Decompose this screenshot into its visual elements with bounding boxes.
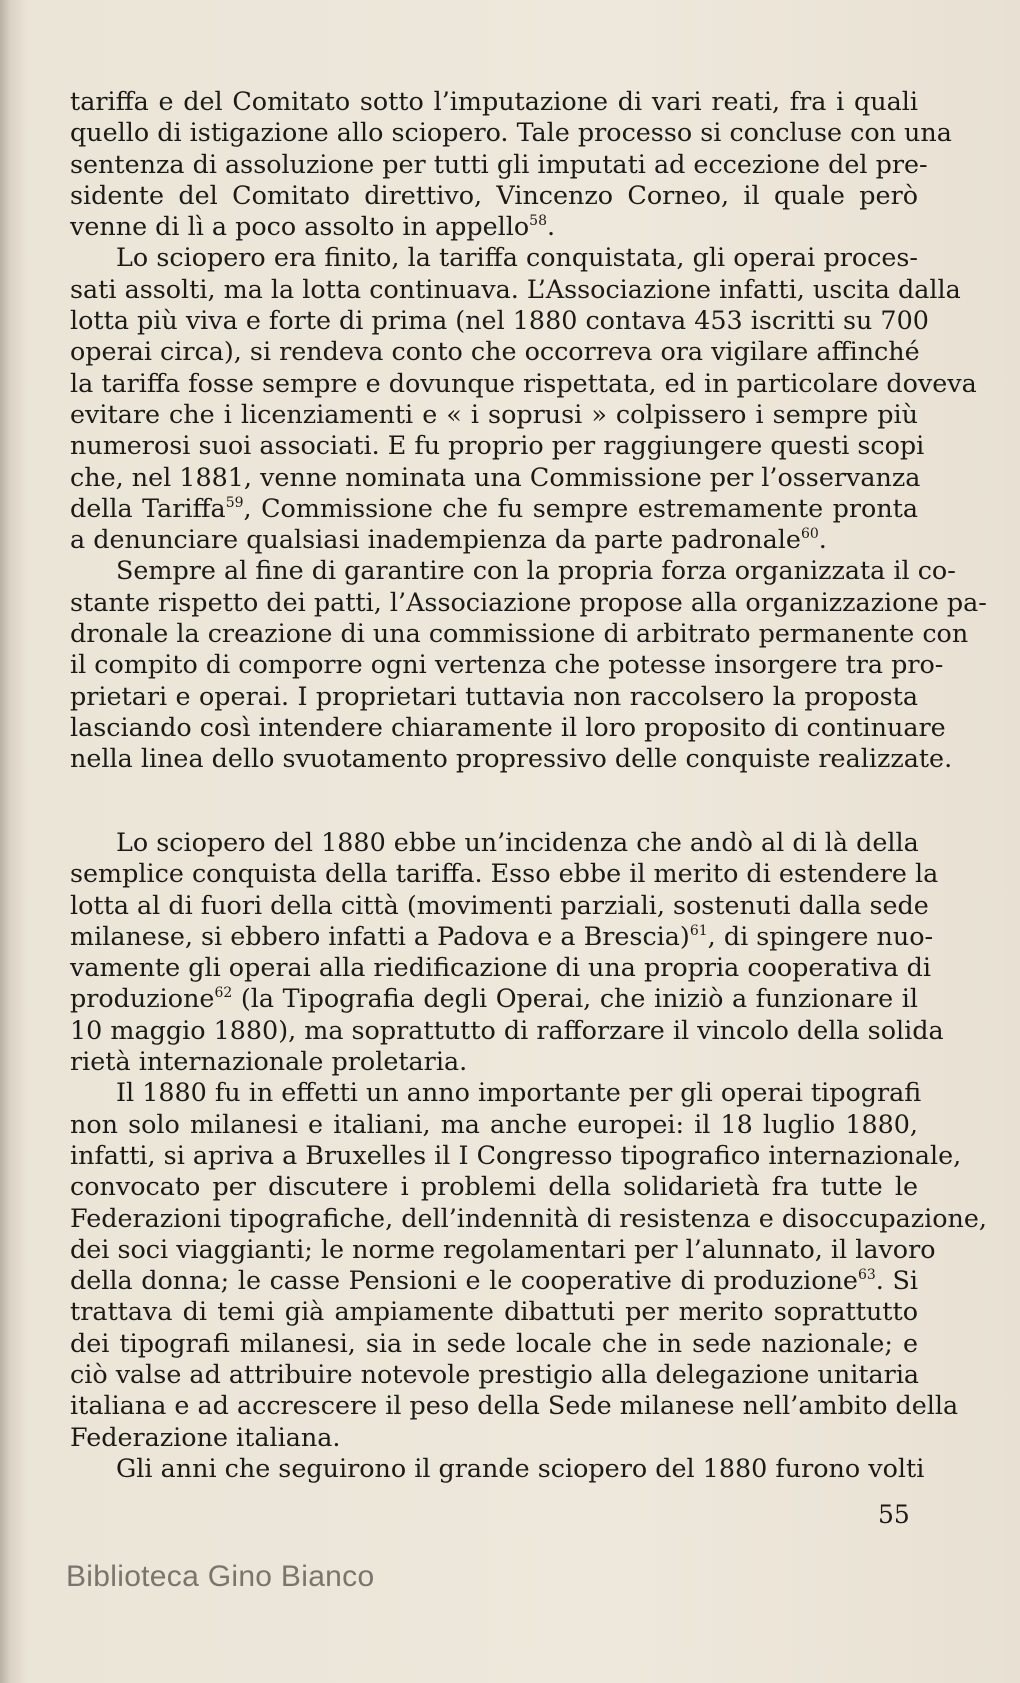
footnote-ref: 58 xyxy=(529,213,547,230)
text-line: il compito di comporre ogni vertenza che potesse insorgere tra pro- xyxy=(70,649,944,680)
text-line: quello di istigazione allo sciopero. Tale processo si concluse con una xyxy=(70,117,952,148)
text-line: dei soci viaggianti; le norme regolamentari per l’alunnato, il lavoro xyxy=(70,1233,936,1264)
text-line: dronale la creazione di una commissione di arbitrato permanente con xyxy=(70,618,969,649)
text-line: 10 maggio 1880), ma soprattutto di rafforzare il vincolo della solida xyxy=(70,1014,944,1045)
footnote-ref: 63 xyxy=(857,1267,876,1284)
text-line: lotta al di fuori della città (movimenti parziali, sostenuti dalla sede xyxy=(70,889,929,920)
text-line: numerosi suoi associati. E fu proprio per raggiungere questi scopi xyxy=(70,430,925,461)
text-block-2 xyxy=(70,827,987,1484)
text-line: Sempre al fine di garantire con la propria forza organizzata il co- xyxy=(116,555,956,586)
text-line: Federazione italiana. xyxy=(70,1421,341,1452)
text-line: produzione$^{62}$ (la Tipografia degli Operai, che iniziò a funzionare il xyxy=(70,983,918,1014)
text-line: la tariffa fosse sempre e dovunque rispettata, ed in particolare doveva xyxy=(70,367,977,398)
text-line: prietari e operai. I proprietari tuttavia non raccolsero la proposta xyxy=(70,680,918,711)
text-line: italiana e ad accrescere il peso della Sede milanese nell’ambito della xyxy=(70,1390,959,1421)
text-line: ciò valse ad attribuire notevole prestigio alla delegazione unitaria xyxy=(70,1359,920,1390)
text-line: infatti, si apriva a Bruxelles il I Congresso tipografico internazionale, xyxy=(70,1139,962,1170)
text-line: semplice conquista della tariffa. Esso ebbe il merito di estendere la xyxy=(70,858,939,889)
text-line: Lo sciopero del 1880 ebbe un’incidenza che andò al di là della xyxy=(116,827,919,857)
text-line: Il 1880 fu in effetti un anno importante per gli operai tipografi xyxy=(116,1077,922,1108)
text-line: nella linea dello svuotamento propressivo delle conquiste realizzate. xyxy=(70,743,953,774)
text-line: lotta più viva e forte di prima (nel 1880 contava 453 iscritti su 700 xyxy=(70,305,929,336)
text-line: sati assolti, ma la lotta continuava. L’Associazione infatti, uscita dalla xyxy=(70,273,961,304)
text-line: sentenza di assoluzione per tutti gli imputati ad eccezione del pre- xyxy=(70,148,928,179)
page-number: 55 xyxy=(878,1500,910,1529)
text-block-1 xyxy=(70,86,987,775)
text-line: che, nel 1881, venne nominata una Commissione per l’osservanza xyxy=(70,461,921,492)
text-line: sidente del Comitato direttivo, Vincenzo Corneo, il quale però xyxy=(70,179,918,210)
text-line: venne di lì a poco assolto in appello$^{58}$. xyxy=(70,211,556,242)
footnote-ref: 60 xyxy=(800,526,819,543)
text-line: rietà internazionale proletaria. xyxy=(70,1046,468,1077)
text-line: trattava di temi già ampiamente dibattuti per merito soprattutto xyxy=(70,1296,918,1327)
text-line: Federazioni tipografiche, dell’indennità di resistenza e disoccupazione, xyxy=(70,1202,987,1233)
text-line: tariffa e del Comitato sotto l’imputazione di vari reati, fra i quali xyxy=(70,86,918,116)
text-line: evitare che i licenziamenti e « i soprusi » colpissero i sempre più xyxy=(70,398,918,429)
text-line: Lo sciopero era finito, la tariffa conquistata, gli operai proces- xyxy=(116,242,918,273)
library-watermark: Biblioteca Gino Bianco xyxy=(66,1560,375,1593)
text-line: a denunciare qualsiasi inadempienza da parte padronale$^{60}$. xyxy=(70,524,827,555)
text-line: milanese, si ebbero infatti a Padova e a Brescia)$^{61}$, di spingere nuo- xyxy=(70,920,934,951)
text-line: operai circa), si rendeva conto che occorreva ora vigilare affinché xyxy=(70,336,920,367)
text-line: vamente gli operai alla riedificazione di una propria cooperativa di xyxy=(70,952,931,983)
text-line: Gli anni che seguirono il grande sciopero del 1880 furono volti xyxy=(116,1452,925,1483)
text-line: dei tipografi milanesi, sia in sede locale che in sede nazionale; e xyxy=(70,1327,918,1358)
text-line: lasciando così intendere chiaramente il loro proposito di continuare xyxy=(70,711,946,742)
text-line: convocato per discutere i problemi della solidarietà fra tutte le xyxy=(70,1171,918,1202)
text-line: della donna; le casse Pensioni e le cooperative di produzione$^{63}$. Si xyxy=(70,1265,918,1296)
text-line: non solo milanesi e italiani, ma anche europei: il 18 luglio 1880, xyxy=(70,1108,918,1139)
text-line: stante rispetto dei patti, l’Associazione propose alla organizzazione pa- xyxy=(70,586,987,617)
footnote-ref: 61 xyxy=(689,922,708,939)
footnote-ref: 59 xyxy=(225,494,244,511)
text-line: della Tariffa$^{59}$, Commissione che fu sempre estremamente pronta xyxy=(70,492,919,523)
footnote-ref: 62 xyxy=(214,985,233,1002)
